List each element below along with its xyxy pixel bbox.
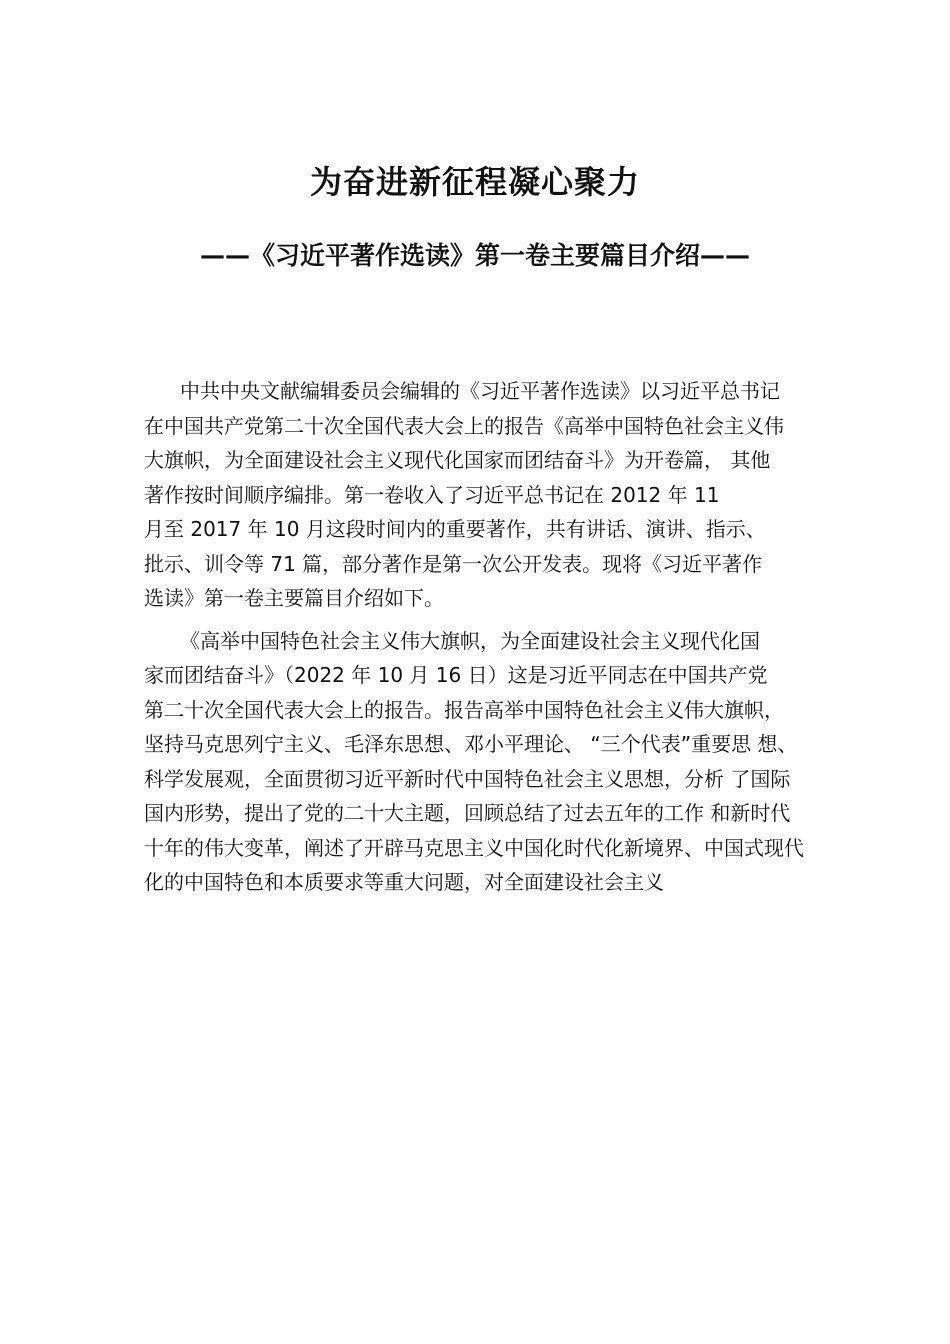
- paragraph-line: 大旗帜，为全面建设社会主义现代化国家而团结奋斗》为开卷篇， 其他: [144, 448, 771, 472]
- paragraph-line: 化的中国特色和本质要求等重大问题，对全面建设社会主义: [144, 870, 664, 894]
- paragraph-line: 中共中央文献编辑委员会编辑的《习近平著作选读》以习近平总书记: [180, 379, 780, 403]
- document-title: 为奋进新征程凝心聚力: [309, 163, 640, 201]
- paragraph-line: 选读》第一卷主要篇目介绍如下。: [144, 586, 444, 610]
- paragraph-line: 著作按时间顺序编排。第一卷收入了习近平总书记在 2012 年 11: [144, 482, 720, 507]
- paragraph-report-summary: [144, 624, 834, 900]
- document-subtitle: ——《习近平著作选读》第一卷主要篇目介绍——: [199, 241, 750, 270]
- paragraph-line: 家而团结奋斗》（2022 年 10 月 16 日）这是习近平同志在中国共产党: [144, 663, 768, 687]
- paragraph-line: 坚持马克思列宁主义、毛泽东思想、邓小平理论、 “三个代表”重要思 想、: [144, 732, 798, 756]
- paragraph-line: 在中国共产党第二十次全国代表大会上的报告《高举中国特色社会主义伟: [144, 413, 784, 438]
- paragraph-line: 科学发展观，全面贯彻习近平新时代中国特色社会主义思想，分析 了国际: [144, 766, 791, 791]
- paragraph-intro: [144, 374, 834, 616]
- paragraph-spacer: [144, 616, 834, 624]
- paragraph-line: 国内形势，提出了党的二十大主题，回顾总结了过去五年的工作 和新时代: [144, 801, 791, 825]
- paragraph-line: 批示、训令等 71 篇，部分著作是第一次公开发表。现将《习近平著作: [144, 551, 763, 576]
- paragraph-line: 月至 2017 年 10 月这段时间内的重要著作，共有讲话、演讲、指示、: [144, 517, 766, 541]
- paragraph-line: 十年的伟大变革，阐述了开辟马克思主义中国化时代化新境界、中国式现代: [144, 835, 804, 860]
- paragraph-line: 《高举中国特色社会主义伟大旗帜，为全面建设社会主义现代化国: [180, 628, 760, 653]
- paragraph-line: 第二十次全国代表大会上的报告。报告高举中国特色社会主义伟大旗帜，: [144, 697, 784, 722]
- document-body: [144, 374, 834, 900]
